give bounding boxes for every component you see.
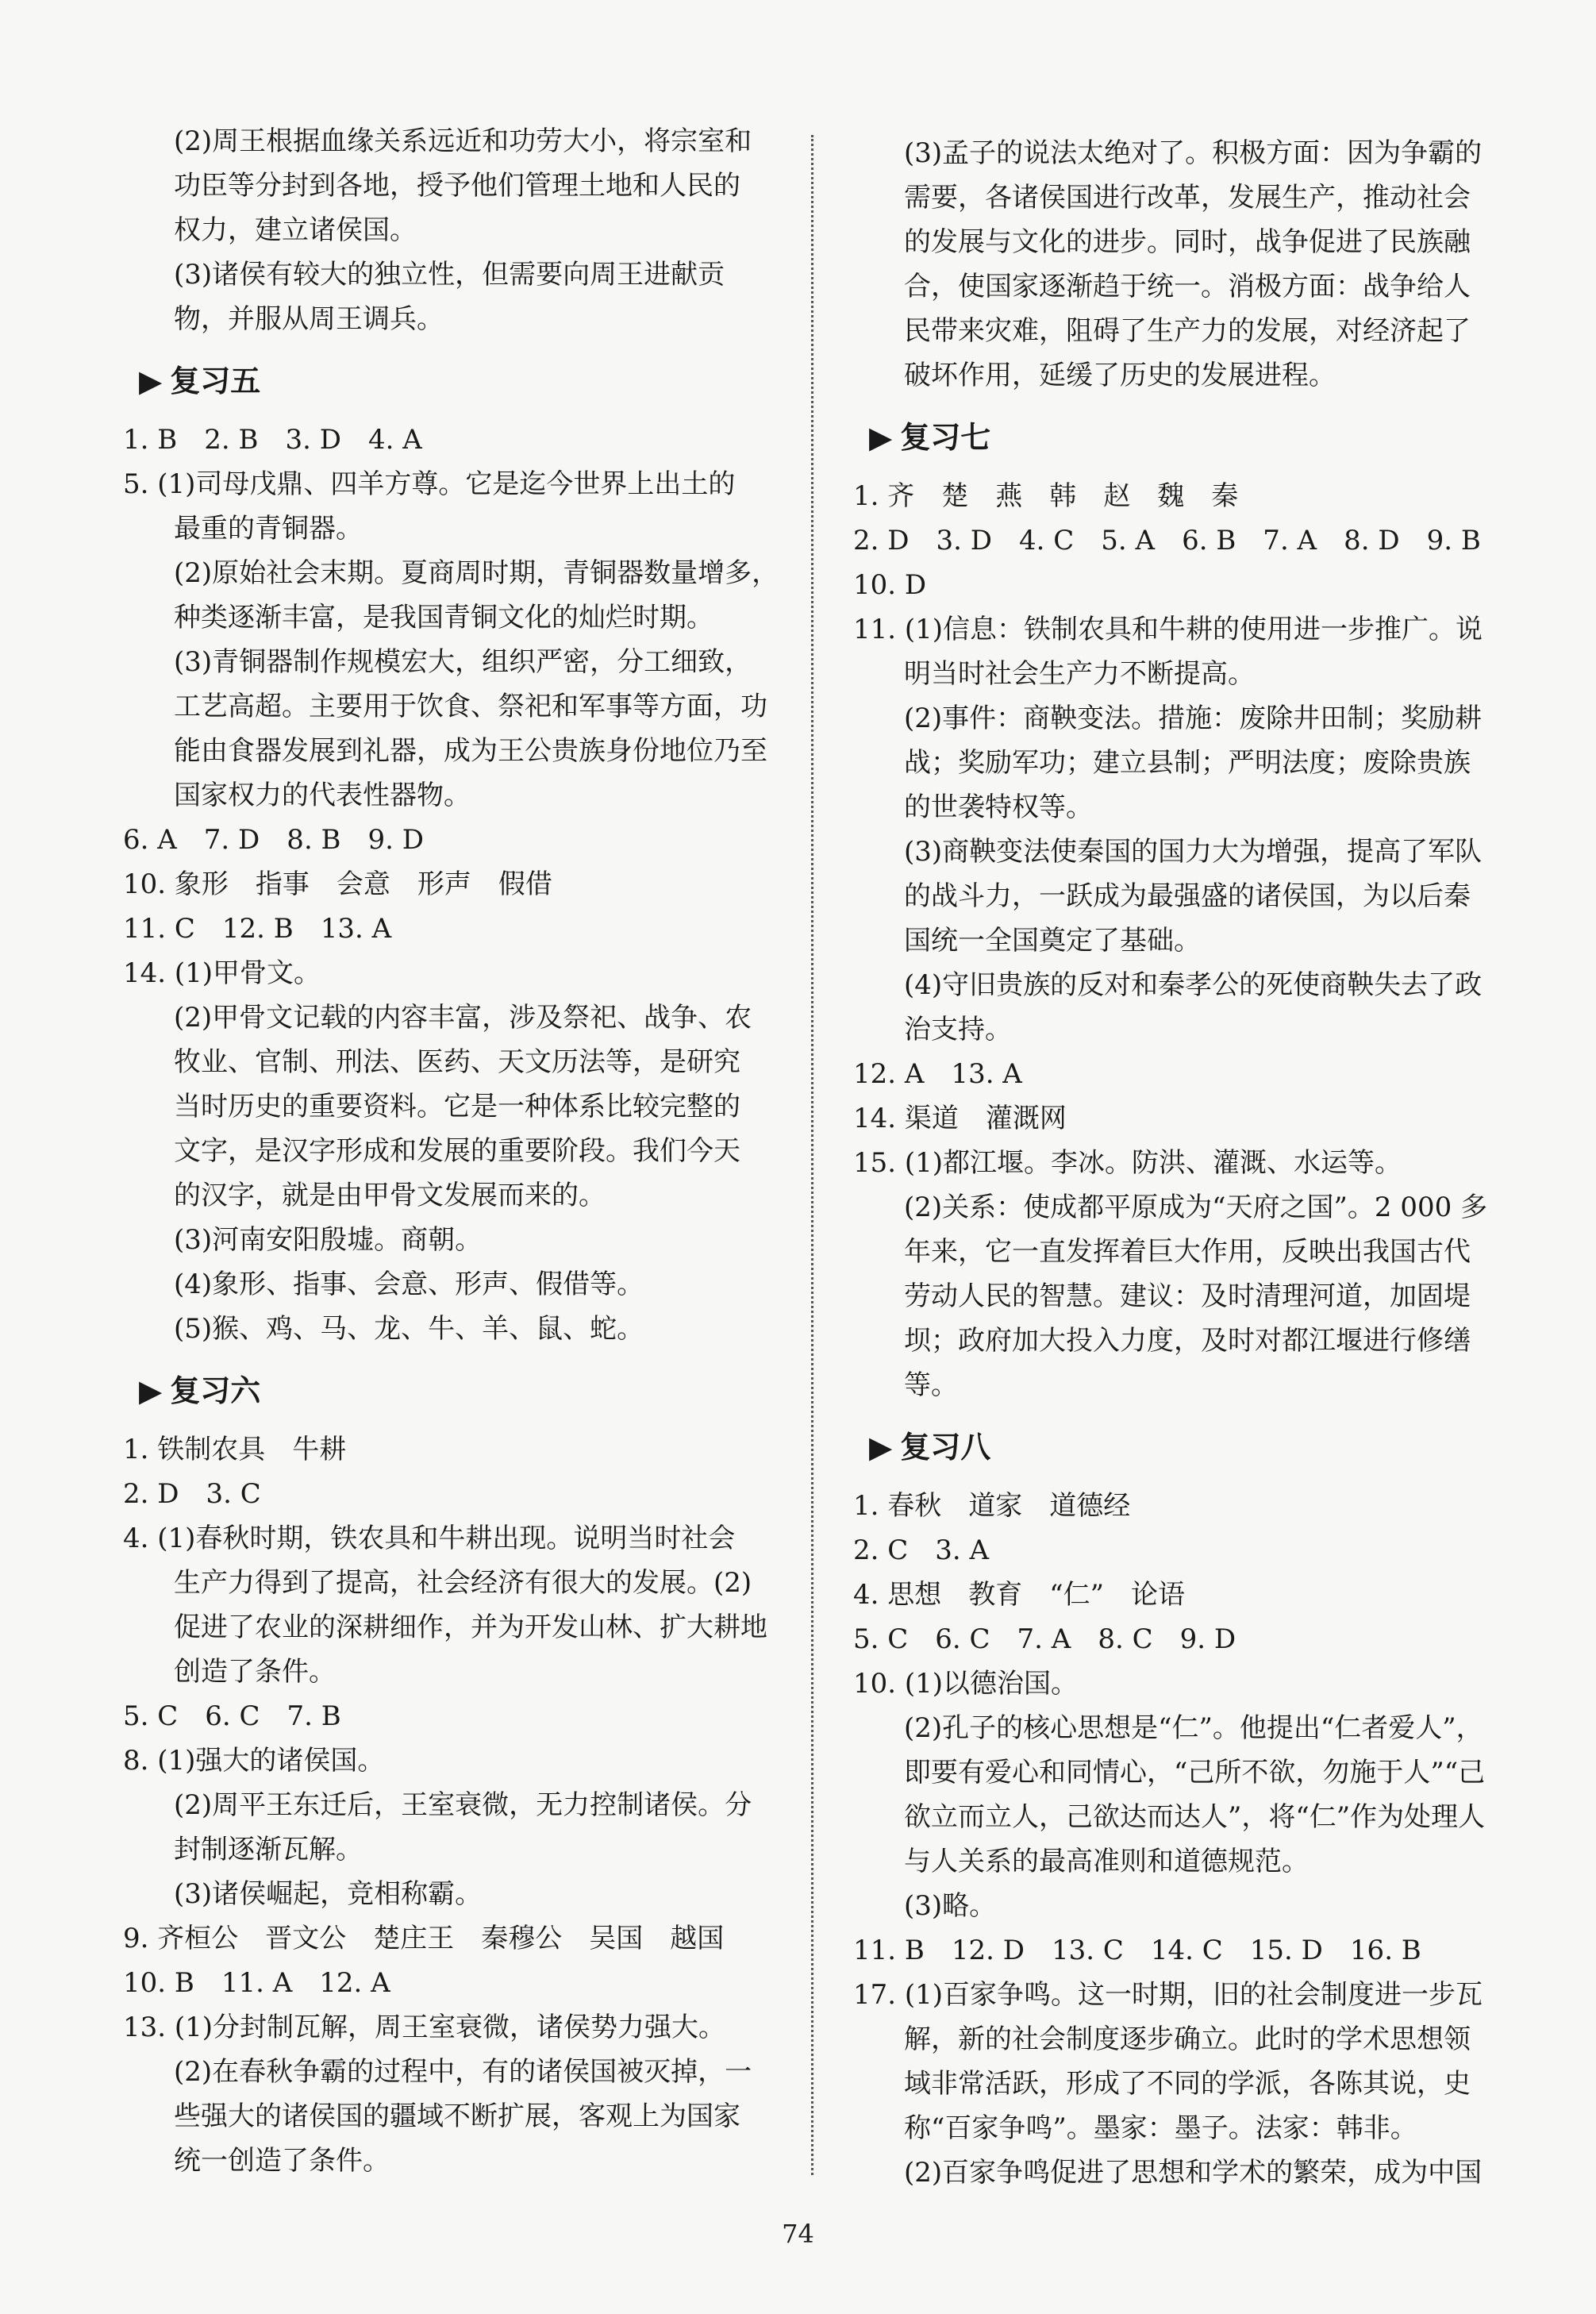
text-line: (2)事件：商鞅变法。措施：废除井田制；奖励耕 <box>904 703 1483 734</box>
text-line: 创造了条件。 <box>174 1656 336 1688</box>
text-line: (2)周王根据血缘关系远近和功劳大小，将宗室和 <box>174 125 752 157</box>
text-line: 5. (1)司母戊鼎、四羊方尊。它是迄今世界上出土的 <box>123 468 736 500</box>
text-line: 5. C 6. C 7. B <box>123 1700 341 1732</box>
right-column <box>853 131 1552 2195</box>
text-line: 10. (1)以德治国。 <box>853 1668 1079 1700</box>
text-line: 9. 齐桓公 晋文公 楚庄王 秦穆公 吴国 越国 <box>123 1923 725 1954</box>
text-line: (4)守旧贵族的反对和秦孝公的死使商鞅失去了政 <box>904 969 1483 1001</box>
text-line: 5. C 6. C 7. A 8. C 9. D <box>853 1623 1236 1655</box>
text-line: 国统一全国奠定了基础。 <box>904 925 1201 957</box>
text-line: 1. 齐 楚 燕 韩 赵 魏 秦 <box>853 480 1239 512</box>
text-line: (3)诸侯有较大的独立性，但需要向周王进献贡 <box>174 259 725 291</box>
text-line: (2)孔子的核心思想是“仁”。他提出“仁者爱人”， <box>904 1712 1483 1744</box>
left-column <box>123 119 821 2183</box>
triangle-bullet-icon: ▶ <box>869 420 893 455</box>
text-line: 封制逐渐瓦解。 <box>174 1834 363 1865</box>
text-line: 欲立而立人，己欲达而达人”，将“仁”作为处理人 <box>904 1801 1486 1833</box>
text-line: 14. 渠道 灌溉网 <box>853 1103 1067 1134</box>
text-line: 1. 铁制农具 牛耕 <box>123 1434 347 1465</box>
text-line: 10. 象形 指事 会意 形声 假借 <box>123 868 552 900</box>
text-line: (3)孟子的说法太绝对了。积极方面：因为争霸的 <box>904 137 1483 169</box>
text-line: 治支持。 <box>904 1014 1012 1045</box>
text-line: 14. (1)甲骨文。 <box>123 957 321 989</box>
text-line: (3)商鞅变法使秦国的国力大为增强，提高了军队 <box>904 836 1483 868</box>
text-line: 促进了农业的深耕细作，并为开发山林、扩大耕地 <box>174 1611 767 1643</box>
text-line: 6. A 7. D 8. B 9. D <box>123 824 425 856</box>
text-line: 些强大的诸侯国的疆域不断扩展，客观上为国家 <box>174 2100 740 2132</box>
text-line: (2)关系：使成都平原成为“天府之国”。2 000 多 <box>904 1192 1488 1223</box>
section-heading-review-6 <box>139 1369 821 1413</box>
text-line: 功臣等分封到各地，授予他们管理土地和人民的 <box>174 170 740 202</box>
text-line: 11. (1)信息：铁制农具和牛耕的使用进一步推广。说 <box>853 614 1483 645</box>
text-line: (3)诸侯崛起，竞相称霸。 <box>174 1878 483 1910</box>
text-line: 的世袭特权等。 <box>904 791 1093 823</box>
page-number: 74 <box>782 2219 814 2249</box>
text-line: 民带来灾难，阻碍了生产力的发展，对经济起了 <box>904 315 1471 347</box>
text-line: 1. 春秋 道家 道德经 <box>853 1490 1131 1522</box>
text-line: 明当时社会生产力不断提高。 <box>904 658 1255 690</box>
section-heading-label: 复习五 <box>170 364 261 399</box>
section-heading-label: 复习六 <box>170 1373 261 1408</box>
text-line: 域非常活跃，形成了不同的学派，各陈其说，史 <box>904 2068 1471 2100</box>
text-line: (3)河南安阳殷墟。商朝。 <box>174 1224 483 1256</box>
text-line: (2)在春秋争霸的过程中，有的诸侯国被灭掉，一 <box>174 2056 752 2088</box>
text-line: 等。 <box>904 1369 958 1401</box>
text-line: 13. (1)分封制瓦解，周王室衰微，诸侯势力强大。 <box>123 2012 726 2043</box>
triangle-bullet-icon: ▶ <box>139 364 163 399</box>
triangle-bullet-icon: ▶ <box>869 1430 893 1465</box>
text-line: 物，并服从周王调兵。 <box>174 303 444 335</box>
text-line: 的战斗力，一跃成为最强盛的诸侯国，为以后秦 <box>904 880 1471 912</box>
text-line: 10. D <box>853 569 927 601</box>
text-line: 工艺高超。主要用于饮食、祭祀和军事等方面，功 <box>174 691 767 722</box>
text-line: 年来，它一直发挥着巨大作用，反映出我国古代 <box>904 1236 1471 1268</box>
text-line: (3)青铜器制作规模宏大，组织严密，分工细致， <box>174 646 752 678</box>
triangle-bullet-icon: ▶ <box>139 1373 163 1408</box>
text-line: 的汉字，就是由甲骨文发展而来的。 <box>174 1180 606 1211</box>
section-heading-label: 复习七 <box>900 420 991 455</box>
text-line: (4)象形、指事、会意、形声、假借等。 <box>174 1269 644 1300</box>
text-line: 合，使国家逐渐趋于统一。消极方面：战争给人 <box>904 271 1471 302</box>
text-line: (5)猴、鸡、马、龙、牛、羊、鼠、蛇。 <box>174 1313 644 1345</box>
section-heading-review-7 <box>869 415 1552 460</box>
text-line: (2)原始社会末期。夏商周时期，青铜器数量增多， <box>174 557 779 589</box>
text-line: 权力，建立诸侯国。 <box>174 214 417 246</box>
text-line: 10. B 11. A 12. A <box>123 1967 390 1999</box>
text-line: 即要有爱心和同情心，“己所不欲，勿施于人”“己 <box>904 1757 1486 1788</box>
text-line: 统一创造了条件。 <box>174 2145 390 2177</box>
text-line: 种类逐渐丰富，是我国青铜文化的灿烂时期。 <box>174 602 713 633</box>
text-line: 国家权力的代表性器物。 <box>174 780 471 811</box>
text-line: 2. D 3. C <box>123 1478 261 1510</box>
text-line: 15. (1)都江堰。李冰。防洪、灌溉、水运等。 <box>853 1147 1402 1179</box>
text-line: 解，新的社会制度逐步确立。此时的学术思想领 <box>904 2023 1471 2055</box>
text-line: 牧业、官制、刑法、医药、天文历法等，是研究 <box>174 1046 740 1078</box>
text-line: 11. B 12. D 13. C 14. C 15. D 16. B <box>853 1935 1421 1966</box>
text-line: 4. 思想 教育 “仁” 论语 <box>853 1579 1186 1611</box>
text-line: 称“百家争鸣”。墨家：墨子。法家：韩非。 <box>904 2112 1417 2144</box>
text-line: (2)百家争鸣促进了思想和学术的繁荣，成为中国 <box>904 2157 1483 2189</box>
section-heading-review-5 <box>139 359 821 403</box>
text-line: 与人关系的最高准则和道德规范。 <box>904 1846 1309 1877</box>
text-line: (2)周平王东迁后，王室衰微，无力控制诸侯。分 <box>174 1789 752 1821</box>
text-line: 8. (1)强大的诸侯国。 <box>123 1745 385 1777</box>
text-line: 的发展与文化的进步。同时，战争促进了民族融 <box>904 226 1471 258</box>
text-line: 能由食器发展到礼器，成为王公贵族身份地位乃至 <box>174 735 767 767</box>
text-line: 战；奖励军功；建立县制；严明法度；废除贵族 <box>904 747 1471 779</box>
column-divider <box>811 135 813 2175</box>
text-line: 生产力得到了提高，社会经济有很大的发展。(2) <box>174 1567 752 1599</box>
text-line: 最重的青铜器。 <box>174 513 363 545</box>
text-line: 4. (1)春秋时期，铁农具和牛耕出现。说明当时社会 <box>123 1523 736 1554</box>
section-heading-review-8 <box>869 1425 1552 1469</box>
text-line: 2. C 3. A <box>853 1534 990 1566</box>
section-heading-label: 复习八 <box>900 1430 991 1465</box>
text-line: 破坏作用，延缓了历史的发展进程。 <box>904 360 1336 391</box>
text-line: 11. C 12. B 13. A <box>123 913 392 945</box>
text-line: 需要，各诸侯国进行改革，发展生产，推动社会 <box>904 182 1471 214</box>
text-line: 12. A 13. A <box>853 1058 1022 1090</box>
text-line: 劳动人民的智慧。建议：及时清理河道，加固堤 <box>904 1280 1471 1312</box>
text-line: (2)甲骨文记载的内容丰富，涉及祭祀、战争、农 <box>174 1002 752 1034</box>
text-line: 文字，是汉字形成和发展的重要阶段。我们今天 <box>174 1135 740 1167</box>
text-line: (3)略。 <box>904 1890 997 1922</box>
text-line: 17. (1)百家争鸣。这一时期，旧的社会制度进一步瓦 <box>853 1979 1483 2011</box>
text-line: 2. D 3. D 4. C 5. A 6. B 7. A 8. D 9. B <box>853 525 1481 556</box>
text-line: 当时历史的重要资料。它是一种体系比较完整的 <box>174 1091 740 1122</box>
text-line: 坝；政府加大投入力度，及时对都江堰进行修缮 <box>904 1325 1471 1357</box>
text-line: 1. B 2. B 3. D 4. A <box>123 424 422 456</box>
